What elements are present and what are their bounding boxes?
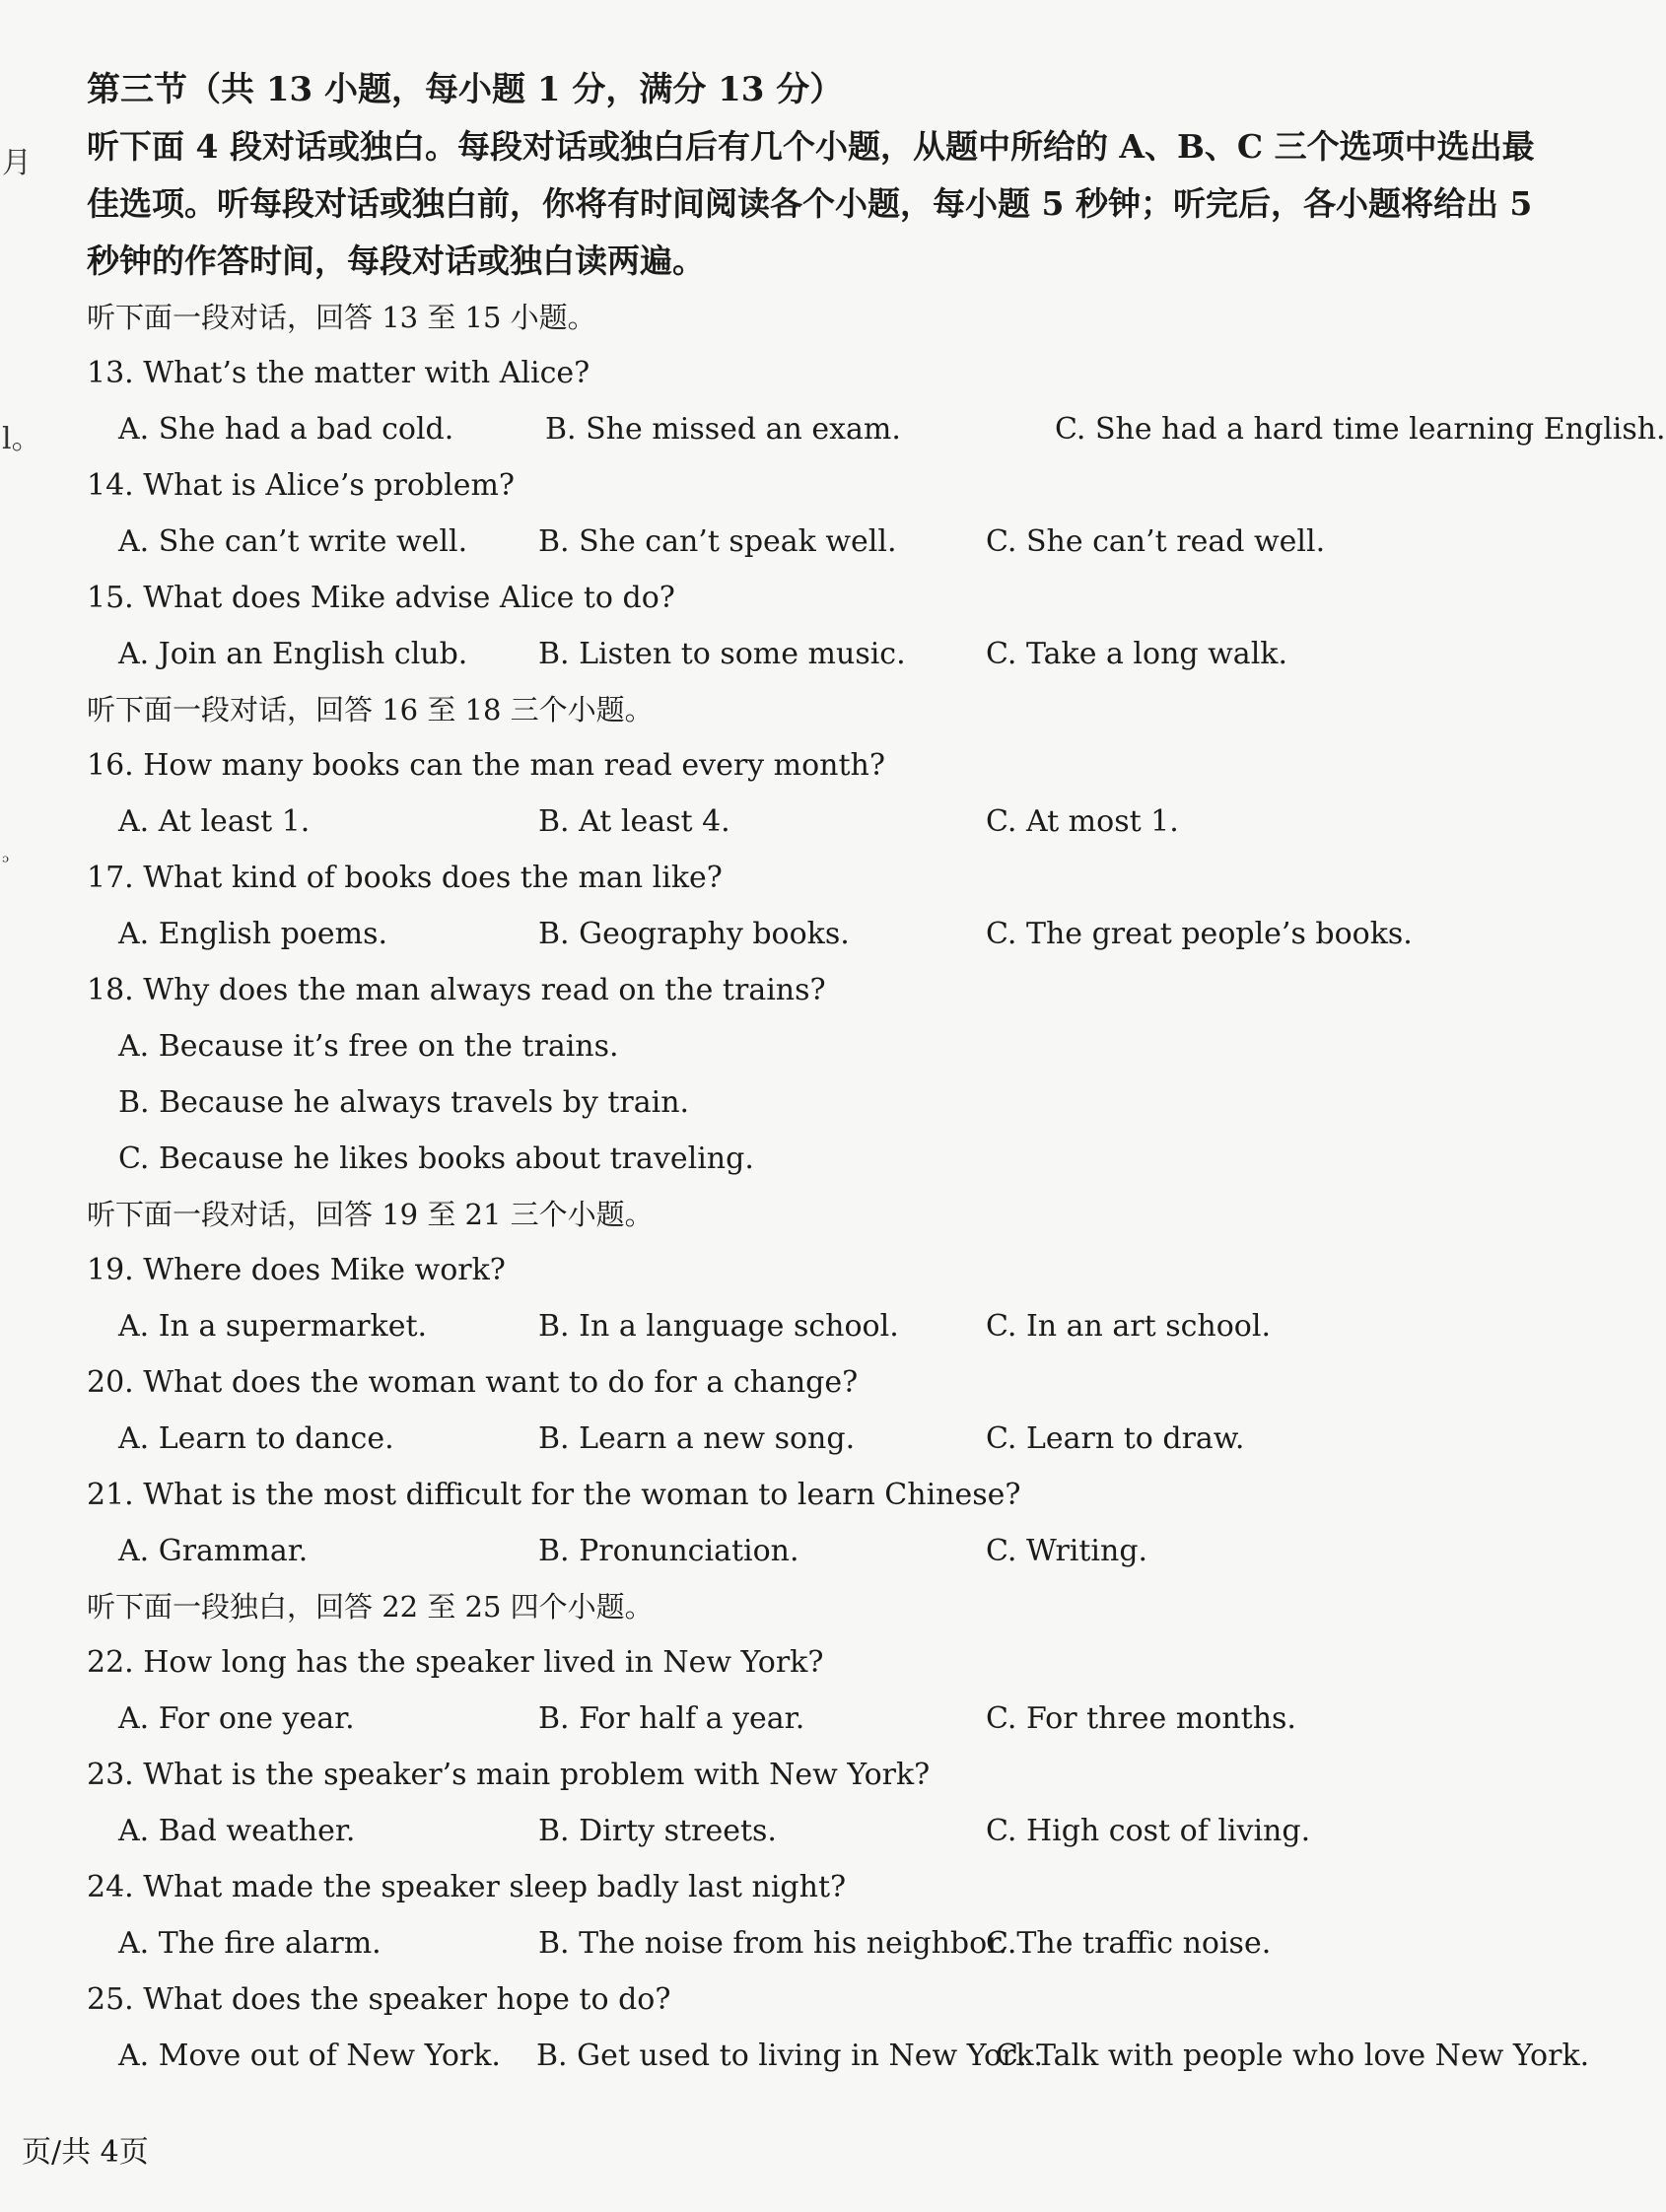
answer-options — [87, 1298, 1536, 1354]
margin-mark-3: ᵓ — [2, 850, 9, 873]
answer-option: C. Talk with people who love New York. — [996, 2039, 1590, 2073]
answer-option: B. Listen to some music. — [538, 637, 906, 671]
answer-options — [87, 1411, 1536, 1467]
answer-option: B. She missed an exam. — [545, 412, 901, 447]
answer-options — [87, 2028, 1590, 2084]
answer-option: B. She can’t speak well. — [538, 524, 897, 559]
group-instruction: 听下面一段对话，回答 13 至 15 小题。 — [87, 301, 596, 334]
answer-option: C. Take a long walk. — [986, 637, 1288, 671]
question-stem: 16. How many books can the man read every month? — [87, 748, 885, 783]
answer-option: C. Because he likes books about traveling. — [118, 1141, 754, 1176]
answer-option: C. Writing. — [986, 1534, 1148, 1568]
answer-option: B. Learn a new song. — [538, 1421, 856, 1456]
question-stem: 23. What is the speaker’s main problem with New York? — [87, 1758, 931, 1792]
question-stem: 19. Where does Mike work? — [87, 1253, 506, 1287]
exam-page — [87, 61, 1666, 2084]
answer-option: C. High cost of living. — [986, 1814, 1311, 1848]
answer-option: B. Pronunciation. — [538, 1534, 799, 1568]
answer-option: B. At least 4. — [538, 804, 730, 839]
section-instructions: 听下面 4 段对话或独白。每段对话或独白后有几个小题，从题中所给的 A、B、C 三个选项中选出最佳选项。听每段对话或独白前，你将有时间阅读各个小题，每小题 5 秒钟；听完后，各小题将给出 5 秒钟的作答时间，每段对话或独白读两遍。 — [87, 127, 1535, 280]
answer-option: B. For half a year. — [538, 1701, 805, 1736]
question-stem: 13. What’s the matter with Alice? — [87, 356, 590, 390]
answer-option: A. English poems. — [118, 917, 388, 951]
answer-option: B. Dirty streets. — [538, 1814, 777, 1848]
question-stem: 21. What is the most difficult for the woman to learn Chinese? — [87, 1478, 1021, 1512]
answer-option: A. Move out of New York. — [118, 2039, 501, 2073]
answer-option: C. For three months. — [986, 1701, 1296, 1736]
answer-option: A. Bad weather. — [118, 1814, 356, 1848]
question-stem: 15. What does Mike advise Alice to do? — [87, 581, 675, 615]
answer-option: A. In a supermarket. — [118, 1309, 428, 1344]
answer-option: A. At least 1. — [118, 804, 311, 839]
question-stem: 22. How long has the speaker lived in New York? — [87, 1645, 824, 1680]
answer-options — [87, 1691, 1536, 1747]
answer-option: C. The great people’s books. — [986, 917, 1413, 951]
answer-options — [87, 401, 1666, 457]
answer-option: B. Get used to living in New York. — [536, 2039, 1044, 2073]
answer-option: C. She can’t read well. — [986, 524, 1326, 559]
answer-option: C. She had a hard time learning English. — [1055, 412, 1666, 447]
page-footer: 页/共 4页 — [22, 2135, 149, 2170]
answer-option: A. Grammar. — [118, 1534, 309, 1568]
question-stem: 20. What does the woman want to do for a change? — [87, 1365, 859, 1400]
answer-options — [87, 626, 1536, 682]
answer-option: A. The fire alarm. — [118, 1926, 382, 1961]
answer-options — [87, 1523, 1536, 1579]
answer-options — [87, 794, 1536, 850]
answer-option: C. Learn to draw. — [986, 1421, 1245, 1456]
question-stem: 18. Why does the man always read on the trains? — [87, 973, 826, 1007]
answer-option: C. At most 1. — [986, 804, 1179, 839]
answer-option: B. Because he always travels by train. — [118, 1085, 690, 1120]
group-instruction: 听下面一段独白，回答 22 至 25 四个小题。 — [87, 1590, 654, 1624]
answer-option: B. Geography books. — [538, 917, 850, 951]
answer-option: A. For one year. — [118, 1701, 355, 1736]
answer-option: B. The noise from his neighbor. — [538, 1926, 1007, 1961]
section-title: 第三节（共 13 小题，每小题 1 分，满分 13 分） — [87, 70, 844, 109]
answer-options — [87, 514, 1536, 570]
answer-option: A. Join an English club. — [118, 637, 468, 671]
group-instruction: 听下面一段对话，回答 19 至 21 三个小题。 — [87, 1198, 654, 1231]
question-groups — [87, 290, 1666, 2084]
group-instruction: 听下面一段对话，回答 16 至 18 三个小题。 — [87, 693, 654, 726]
answer-option: A. Because it’s free on the trains. — [118, 1029, 619, 1064]
answer-options — [87, 1915, 1536, 1971]
question-stem: 17. What kind of books does the man like? — [87, 861, 723, 895]
answer-option: C.The traffic noise. — [986, 1926, 1272, 1961]
question-stem: 24. What made the speaker sleep badly last night? — [87, 1870, 847, 1904]
answer-options — [87, 906, 1536, 962]
margin-mark-1: 月 — [2, 146, 32, 180]
margin-mark-2: l。 — [2, 422, 41, 456]
question-stem: 25. What does the speaker hope to do? — [87, 1982, 671, 2017]
question-stem: 14. What is Alice’s problem? — [87, 468, 515, 503]
answer-option: B. In a language school. — [538, 1309, 899, 1344]
answer-option: A. She can’t write well. — [118, 524, 468, 559]
answer-option: C. In an art school. — [986, 1309, 1271, 1344]
answer-option: A. She had a bad cold. — [118, 412, 454, 447]
answer-option: A. Learn to dance. — [118, 1421, 394, 1456]
answer-options — [87, 1803, 1536, 1859]
